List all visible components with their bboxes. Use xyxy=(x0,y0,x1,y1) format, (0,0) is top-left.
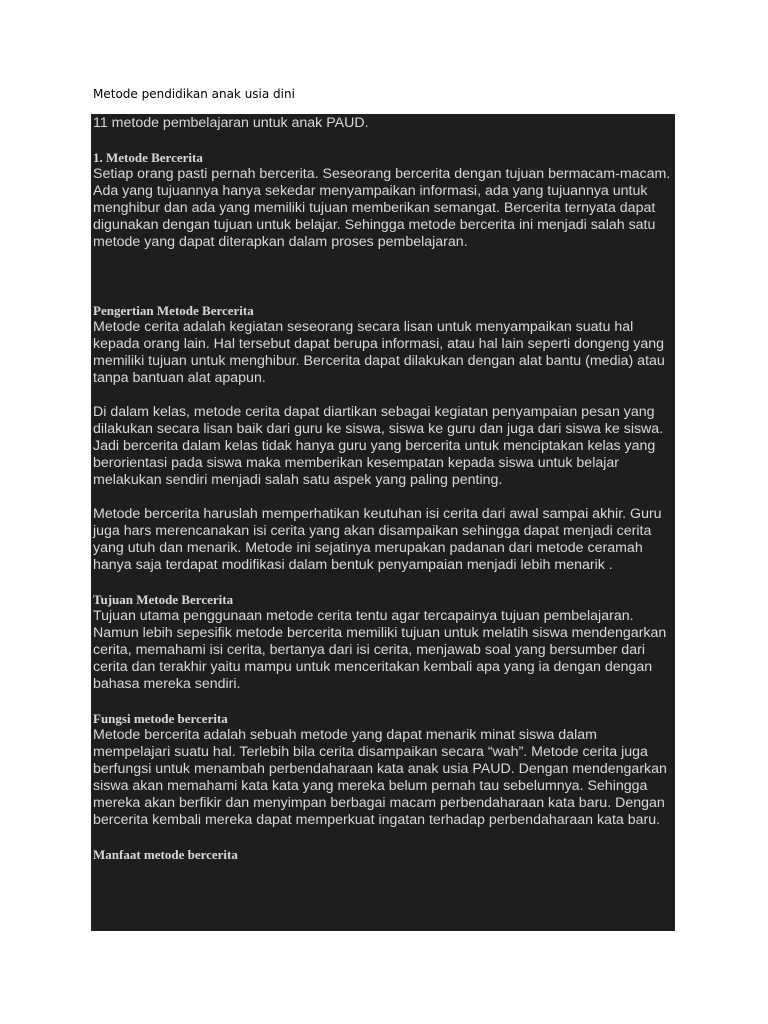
article-content xyxy=(93,115,673,863)
spacer xyxy=(93,387,673,404)
section-heading-fungsi: Fungsi metode bercerita xyxy=(93,711,228,726)
document-title: Metode pendidikan anak usia dini xyxy=(93,87,295,101)
section-heading-tujuan: Tujuan Metode Bercerita xyxy=(93,592,234,607)
intro-text: 11 metode pembelajaran untuk anak PAUD. xyxy=(93,115,369,131)
section-body-pengertian-3: Metode bercerita haruslah memperhatikan keutuhan isi cerita dari awal sampai akhir. Guru juga hars merencanakan isi cerita yang akan disampaikan sehingga dapat menjadi cerita yang utuh dan menarik. Metode ini sejatinya merupakan padanan dari metode ceramah hanya saja terdapat modifikasi dalam bentuk penyampaian menjadi lebih menarik . xyxy=(93,506,662,573)
section-body-fungsi: Metode bercerita adalah sebuah metode yang dapat menarik minat siswa dalam mempelajari suatu hal. Terlebih bila cerita disampaikan secara “wah”. Metode cerita juga berfungsi untuk menambah perbendaharaan kata anak usia PAUD. Dengan mendengarkan siswa akan memahami kata kata yang mereka belum pernah tau sebelumnya. Sehingga mereka akan berfikir dan menyimpan berbagai macam perbendaharaan kata baru. Dengan bercerita kembali mereka dapat memperkuat ingatan terhadap perbendaharaan kata baru. xyxy=(93,727,667,828)
spacer xyxy=(93,251,673,302)
spacer xyxy=(93,489,673,506)
spacer xyxy=(93,574,673,591)
spacer xyxy=(93,829,673,846)
spacer xyxy=(93,693,673,710)
content-box xyxy=(91,114,675,931)
section-heading-pengertian: Pengertian Metode Bercerita xyxy=(93,303,254,318)
section-body-pengertian-1: Metode cerita adalah kegiatan seseorang secara lisan untuk menyampaikan suatu hal kepada orang lain. Hal tersebut dapat berupa informasi, atau hal lain seperti dongeng yang memiliki tujuan untuk menghibur. Bercerita dapat dilakukan dengan alat bantu (media) atau tanpa bantuan alat apapun. xyxy=(93,319,665,386)
section-heading-manfaat: Manfaat metode bercerita xyxy=(93,847,238,862)
spacer xyxy=(93,132,673,149)
section-heading-metode-bercerita: 1. Metode Bercerita xyxy=(93,150,203,165)
section-body-metode-bercerita: Setiap orang pasti pernah bercerita. Seseorang bercerita dengan tujuan bermacam-macam. Ada yang tujuannya hanya sekedar menyampaikan informasi, ada yang tujuannya untuk menghibur dan ada yang memiliki tujuan memberikan semangat. Bercerita ternyata dapat digunakan dengan tujuan untuk belajar. Sehingga metode bercerita ini menjadi salah satu metode yang dapat diterapkan dalam proses pembelajaran. xyxy=(93,166,671,250)
section-body-tujuan: Tujuan utama penggunaan metode cerita tentu agar tercapainya tujuan pembelajaran. Namun lebih sepesifik metode bercerita memiliki tujuan untuk melatih siswa mendengarkan cerita, memahami isi cerita, bertanya dari isi cerita, menjawab soal yang bersumber dari cerita dan terakhir yaitu mampu untuk menceritakan kembali apa yang ia dengan dengan bahasa mereka sendiri. xyxy=(93,608,667,692)
section-body-pengertian-2: Di dalam kelas, metode cerita dapat diartikan sebagai kegiatan penyampaian pesan yang dilakukan secara lisan baik dari guru ke siswa, siswa ke guru dan juga dari siswa ke siswa. Jadi bercerita dalam kelas tidak hanya guru yang bercerita untuk menciptakan kelas yang berorientasi pada siswa maka memberikan kesempatan kepada siswa untuk belajar melakukan sendiri menjadi salah satu aspek yang paling penting. xyxy=(93,404,664,488)
